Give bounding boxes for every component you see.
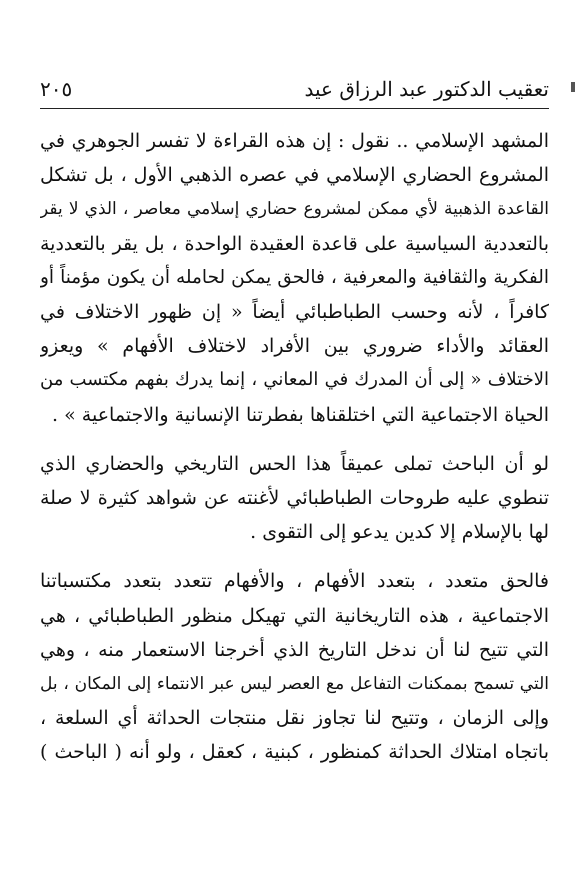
paragraph-3 xyxy=(40,564,549,769)
text-line: كافراً ، لأنه وحسب الطباطبائي أيضاً « إن ظهور الاختلاف في xyxy=(40,301,549,324)
header-rule xyxy=(40,108,549,109)
text-line: تنطوي عليه طروحات الطباطبائي لأغنته عن شواهد كثيرة لا صلة xyxy=(40,487,549,510)
text-line: فالحق متعدد ، بتعدد الأفهام ، والأفهام تتعدد بتعدد مكتسباتنا xyxy=(40,570,549,593)
text-line: التي تسمح بممكنات التفاعل مع العصر ليس عبر الانتماء إلى المكان ، بل xyxy=(40,674,549,695)
page-header xyxy=(40,74,549,114)
text-line: وإلى الزمان ، وتتيح لنا تجاوز نقل منتجات الحداثة أي السلعة ، xyxy=(40,707,549,730)
text-line: الفكرية والثقافية والمعرفية ، فالحق يمكن لحامله أن يكون مؤمناً أو xyxy=(40,266,549,288)
text-line: الحياة الاجتماعية التي اختلقناها بفطرتنا الإنسانية والاجتماعية » . xyxy=(52,403,549,426)
text-line: الاختلاف « إلى أن المدرك في المعاني ، إنما يدرك بفهم مكتسب من xyxy=(40,369,549,391)
body-text xyxy=(40,124,549,785)
text-line: المشهد الإسلامي .. نقول : إن هذه القراءة لا تفسر الجوهري في xyxy=(40,130,549,152)
text-line: لها بالإسلام إلا كدين يدعو إلى التقوى . xyxy=(250,521,549,544)
page-number: ٢٠٥ xyxy=(40,77,73,101)
text-line: المشروع الحضاري الإسلامي في عصره الذهبي الأول ، بل تشكل xyxy=(40,164,549,187)
paragraph-1 xyxy=(40,124,549,432)
text-line: الاجتماعية ، هذه التاريخانية التي تهيكل منظور الطباطبائي ، هي xyxy=(40,604,549,627)
text-line: باتجاه امتلاك الحداثة كمنظور ، كبنية ، كعقل ، ولو أنه ( الباحث ) xyxy=(40,741,549,764)
page-edge-mark xyxy=(571,82,575,92)
text-line: التي تتيح لنا أن ندخل التاريخ الذي أخرجنا الاستعمار منه ، وهي xyxy=(40,638,549,661)
text-line: القاعدة الذهبية لأي ممكن لمشروع حضاري إسلامي معاصر ، الذي لا يقر xyxy=(40,199,549,220)
text-line: لو أن الباحث تملى عميقاً هذا الحس التاريخي والحضاري الذي xyxy=(40,452,549,475)
paragraph-2 xyxy=(40,447,549,550)
text-line: العقائد والأداء ضروري بين الأفراد لاختلاف الأفهام » ويعزو xyxy=(40,335,549,358)
text-line: بالتعددية السياسية على قاعدة العقيدة الواحدة ، بل يقر بالتعددية xyxy=(40,232,549,255)
running-head: تعقيب الدكتور عبد الرزاق عيد xyxy=(304,77,549,101)
